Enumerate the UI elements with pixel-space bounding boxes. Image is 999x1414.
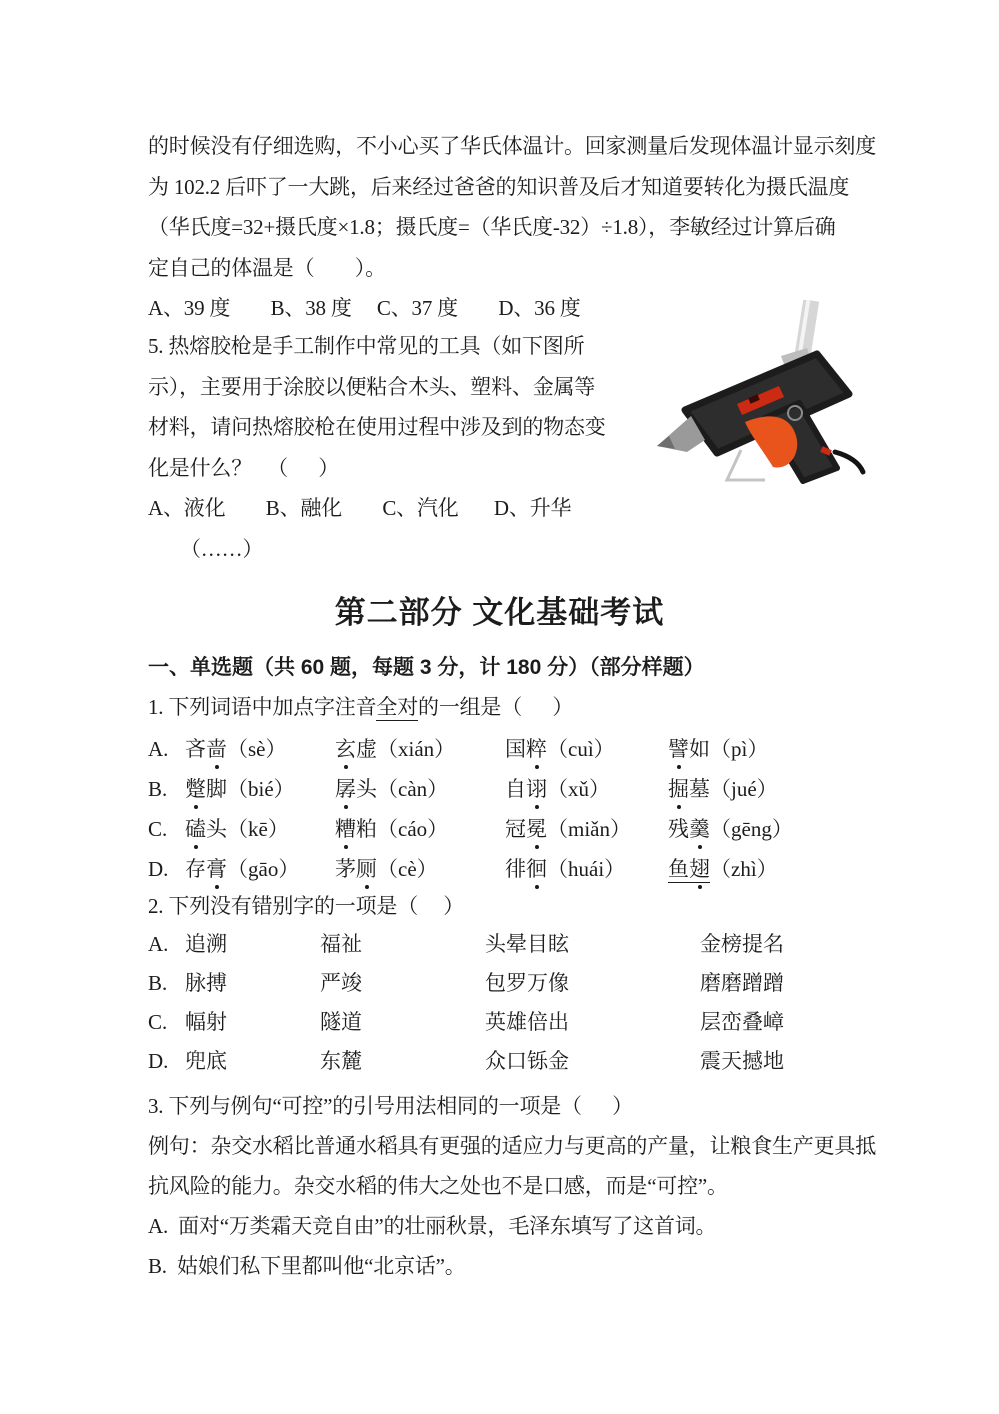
hot-glue-gun-illustration (645, 300, 873, 484)
word-option-item: 东麓 (320, 1049, 362, 1073)
part2-title: 第二部分 文化基础考试 (334, 595, 665, 630)
pinyin-option-item (668, 774, 778, 804)
question-4-paragraph (148, 126, 876, 329)
pinyin-annotation: （càn） (377, 777, 449, 801)
pinyin-option-item (185, 854, 299, 884)
option-label: D. (148, 1049, 169, 1073)
pinyin-annotation: （xián） (377, 737, 456, 761)
pinyin-option-item (505, 774, 610, 804)
pinyin-annotation: （zhì） (710, 857, 778, 881)
pinyin-option-row (148, 734, 908, 774)
word-option-row (148, 929, 908, 968)
annotated-word: 玄虚 (335, 737, 377, 761)
q4-text-line: 为 102.2 后吓了一大跳，后来经过爸爸的知识普及后才知道要转化为摄氏温度 (148, 174, 850, 199)
annotated-word: 孱头 (335, 777, 377, 801)
annotated-word: 存膏 (185, 857, 227, 881)
word-option-row (148, 968, 908, 1007)
option-label: A. (148, 932, 169, 956)
pinyin-option-item (335, 814, 448, 844)
annotated-word: 鱼翅 (668, 857, 710, 883)
q4-text-line: （华氏度=32+摄氏度×1.8；摄氏度=（华氏度-32）÷1.8），李敏经过计算后确 (148, 215, 836, 239)
word-option-item: 隧道 (320, 1010, 362, 1034)
word-option-row (148, 1007, 908, 1046)
q2-option-rows (148, 929, 908, 1085)
q1-stem-suffix: 的一组是（ ） (418, 695, 574, 719)
pinyin-annotation: （cáo） (377, 817, 449, 841)
q5-text-line: 材料，请问热熔胶枪在使用过程中涉及到的物态变 (148, 415, 606, 439)
q3-stem: 3. 下列与例句“可控”的引号用法相同的一项是（ ） (148, 1094, 633, 1118)
option-label: B. (148, 777, 168, 801)
word-option-item: 福祉 (320, 932, 362, 956)
word-option-item: 严竣 (320, 971, 362, 995)
word-option-item: 包罗万像 (485, 971, 569, 995)
pinyin-annotation: （miǎn） (547, 817, 631, 841)
word-option-item: 追溯 (185, 932, 227, 956)
q5-text-line: 示），主要用于涂胶以便粘合木头、塑料、金属等 (148, 374, 596, 399)
pinyin-option-item (185, 774, 295, 804)
pinyin-annotation: （gēng） (710, 817, 793, 841)
pinyin-annotation: （bié） (227, 777, 295, 801)
pinyin-option-item (505, 814, 631, 844)
pinyin-option-item (668, 854, 778, 884)
q5-text-line: 化是什么？ （ ） (148, 455, 340, 480)
q1-option-rows (148, 734, 908, 894)
word-option-item: 磨磨蹭蹭 (700, 971, 784, 995)
pinyin-option-item (185, 814, 289, 844)
word-option-item: 脉搏 (185, 971, 227, 995)
q2-stem-text: 2. 下列没有错别字的一项是（ ） (148, 894, 465, 918)
word-option-item: 兜底 (185, 1049, 227, 1073)
annotated-word: 糟粕 (335, 817, 377, 841)
q3-example-line: 例句：杂交水稻比普通水稻具有更强的适应力与更高的产量，让粮食生产更具抵 (148, 1134, 876, 1158)
q1-stem-prefix: 1. 下列词语中加点字注音 (148, 695, 377, 719)
q5-options-line: A、液化 B、融化 C、汽化 D、升华 (148, 496, 572, 520)
annotated-word: 茅厕 (335, 857, 377, 881)
word-option-row (148, 1046, 908, 1085)
q1-stem-underlined: 全对 (376, 695, 419, 719)
pinyin-option-item (668, 734, 768, 764)
gun-trigger (745, 416, 797, 467)
word-option-item: 层峦叠嶂 (700, 1010, 784, 1034)
option-label: A. (148, 737, 169, 761)
pinyin-annotation: （sè） (227, 737, 287, 761)
word-option-item: 幅射 (185, 1010, 227, 1034)
q4-text-line: 的时候没有仔细选购，不小心买了华氏体温计。回家测量后发现体温计显示刻度 (148, 134, 876, 158)
part2-section-heading: 一、单选题（共 60 题，每题 3 分，计 180 分）（部分样题） (148, 656, 705, 679)
annotated-word: 徘徊 (505, 857, 547, 881)
pinyin-option-item (335, 734, 455, 764)
pinyin-annotation: （huái） (547, 857, 626, 881)
pinyin-annotation: （kē） (227, 817, 289, 841)
annotated-word: 磕头 (185, 817, 227, 841)
pinyin-annotation: （cuì） (547, 737, 615, 761)
option-label: D. (148, 857, 169, 881)
pinyin-annotation: （xǔ） (547, 777, 610, 801)
annotated-word: 掘墓 (668, 777, 710, 801)
hot-glue-gun-image (645, 300, 873, 484)
word-option-item: 头晕目眩 (485, 932, 569, 956)
q3-option-line: A. 面对“万类霜天竞自由”的壮丽秋景，毛泽东填写了这首词。 (148, 1214, 717, 1238)
word-option-item: 震天撼地 (700, 1049, 784, 1073)
q4-options-line: A、39 度 B、38 度 C、37 度 D、36 度 (148, 296, 581, 320)
q3-option-line: B. 姑娘们私下里都叫他“北京话”。 (148, 1254, 466, 1278)
annotated-word: 冠冕 (505, 817, 547, 841)
annotated-word: 自诩 (505, 777, 547, 801)
annotated-word: 残羹 (668, 817, 710, 841)
pinyin-option-item (335, 774, 448, 804)
annotated-word: 吝啬 (185, 737, 227, 761)
pinyin-annotation: （pì） (710, 737, 769, 761)
q3-example-line: 抗风险的能力。杂交水稻的伟大之处也不是口感，而是“可控”。 (148, 1174, 728, 1198)
pinyin-annotation: （jué） (710, 777, 778, 801)
pinyin-option-row (148, 854, 908, 894)
annotated-word: 譬如 (668, 737, 710, 761)
q5-text-line: 5. 热熔胶枪是手工制作中常见的工具（如下图所 (148, 334, 585, 358)
pinyin-option-item (668, 814, 793, 844)
question-3 (148, 1086, 876, 1286)
pinyin-option-item (335, 854, 438, 884)
pinyin-option-row (148, 814, 908, 854)
option-label: C. (148, 1010, 168, 1034)
pinyin-annotation: （gāo） (227, 857, 300, 881)
option-label: B. (148, 971, 168, 995)
word-option-item: 金榜提名 (700, 932, 784, 956)
pinyin-option-row (148, 774, 908, 814)
annotated-word: 蹩脚 (185, 777, 227, 801)
q1-stem (148, 690, 573, 724)
pinyin-option-item (505, 854, 625, 884)
annotated-word: 国粹 (505, 737, 547, 761)
q5-ellipsis-line: （……） (180, 536, 264, 561)
pinyin-annotation: （cè） (377, 857, 438, 881)
wire-stand (727, 450, 765, 480)
word-option-item: 众口铄金 (485, 1049, 569, 1073)
pinyin-option-item (185, 734, 287, 764)
q4-text-line: 定自己的体温是（ ）。 (148, 255, 386, 280)
q2-stem (148, 889, 464, 923)
option-label: C. (148, 817, 168, 841)
pinyin-option-item (505, 734, 615, 764)
word-option-item: 英雄倍出 (485, 1010, 569, 1034)
